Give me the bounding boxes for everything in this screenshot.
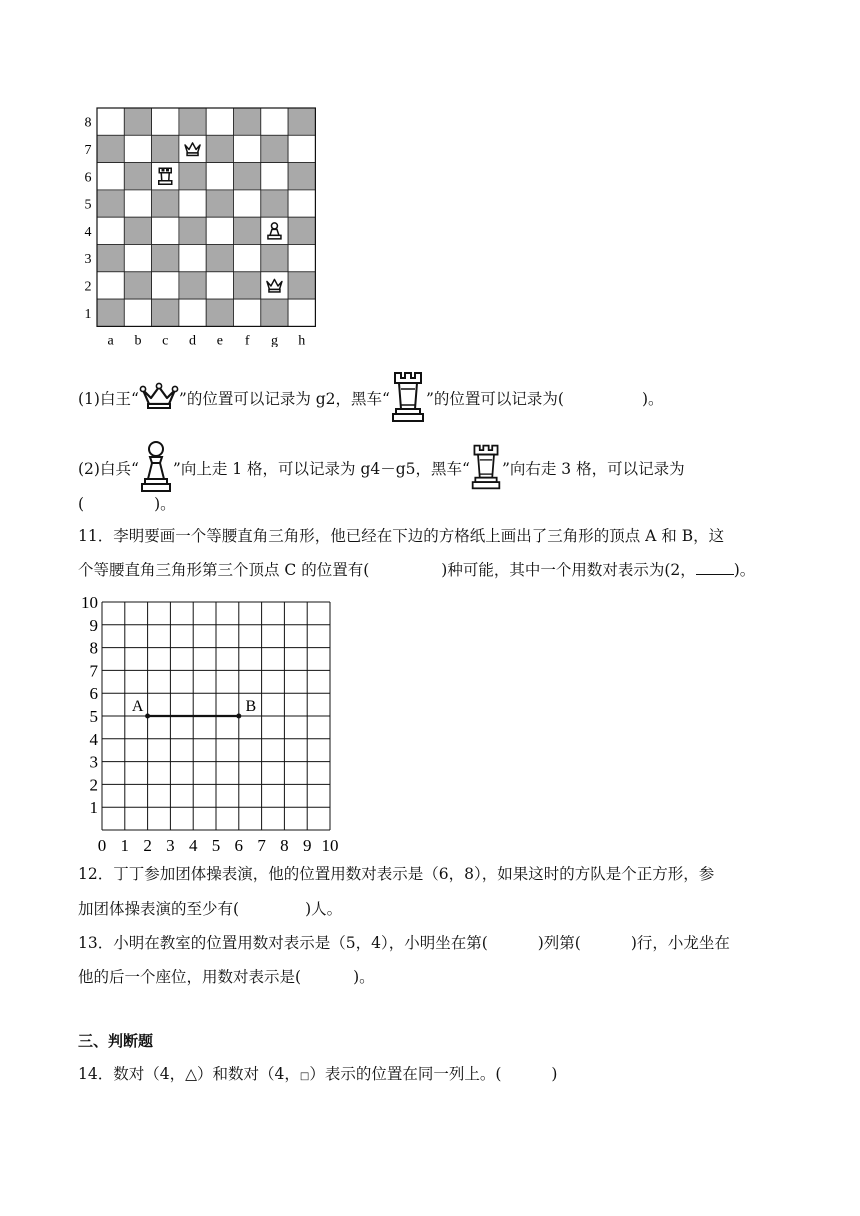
board-square	[124, 245, 151, 272]
rank-label: 5	[84, 197, 92, 213]
q11-line2-b: )种可能，其中一个用数对表示为(2，	[441, 561, 696, 579]
board-square	[124, 190, 151, 217]
x-tick-label: 0	[97, 836, 107, 852]
board-square	[124, 108, 151, 135]
board-square	[152, 135, 179, 162]
rank-label: 1	[84, 306, 92, 322]
board-square	[206, 135, 233, 162]
board-square	[97, 135, 124, 162]
board-square	[124, 163, 151, 190]
board-square	[206, 299, 233, 326]
q13-line1	[78, 932, 730, 954]
y-tick-label: 3	[89, 752, 98, 772]
board-square	[206, 163, 233, 190]
y-tick-label: 10	[81, 593, 98, 612]
q11-line2-c: )。	[733, 561, 756, 579]
q12-line1: 12．丁丁参加团体操表演，他的位置用数对表示是（6，8），如果这时的方队是个正方形，参	[78, 865, 715, 883]
file-label: f	[244, 333, 250, 347]
y-tick-label: 2	[89, 775, 98, 795]
board-square	[288, 163, 315, 190]
x-tick-label: 7	[257, 836, 266, 852]
black-rook-icon	[470, 441, 502, 499]
q10-part2-line2	[78, 493, 176, 515]
q10-part2-suffix: ”向右走 3 格，可以记录为	[501, 460, 685, 478]
q12-line2	[78, 898, 342, 920]
board-square	[288, 245, 315, 272]
board-square	[152, 272, 179, 299]
board-square	[261, 245, 288, 272]
y-tick-label: 7	[89, 661, 98, 681]
board-square	[179, 190, 206, 217]
board-square	[234, 108, 261, 135]
board-square	[152, 217, 179, 244]
x-tick-label: 8	[280, 836, 289, 852]
file-label: g	[270, 333, 278, 347]
board-square	[124, 217, 151, 244]
q10-part2-prefix: (2)白兵“	[78, 460, 139, 478]
board-square	[179, 272, 206, 299]
board-square	[179, 217, 206, 244]
board-square	[97, 108, 124, 135]
file-label: a	[107, 333, 114, 347]
board-square	[97, 245, 124, 272]
board-square	[288, 299, 315, 326]
board-square	[261, 190, 288, 217]
board-square	[288, 108, 315, 135]
answer-blank-underline[interactable]	[696, 560, 734, 575]
section-title: 三、判断题	[78, 1032, 154, 1050]
x-tick-label: 1	[120, 836, 130, 852]
board-square	[152, 299, 179, 326]
board-square	[206, 272, 233, 299]
x-tick-label: 5	[211, 836, 221, 852]
board-square	[179, 163, 206, 190]
q12-line2-b: )人。	[305, 900, 343, 918]
q10-part1-suffix: ”的位置可以记录为(	[425, 390, 564, 408]
q14-text-c: )	[551, 1065, 558, 1083]
q13-line2-b: )。	[353, 968, 375, 986]
x-tick-label: 6	[234, 836, 244, 852]
board-square	[124, 135, 151, 162]
board-square	[261, 299, 288, 326]
rank-label: 7	[84, 142, 92, 158]
board-square	[179, 299, 206, 326]
q11-line2	[78, 559, 755, 581]
q13-line1-a: 13．小明在教室的位置用数对表示是（5，4），小明坐在第(	[78, 934, 488, 952]
point-a-label: A	[131, 698, 144, 715]
board-square	[206, 190, 233, 217]
white-pawn-icon	[139, 439, 173, 501]
rank-label: 6	[84, 170, 92, 186]
x-tick-label: 10	[321, 836, 339, 852]
board-square	[152, 108, 179, 135]
q10-part2-end: )。	[154, 495, 176, 513]
q11-line1: 11．李明要画一个等腰直角三角形，他已经在下边的方格纸上画出了三角形的顶点 A 和 B，这	[78, 527, 725, 545]
rank-label: 4	[84, 224, 92, 240]
y-tick-label: 8	[89, 638, 98, 658]
board-square	[97, 163, 124, 190]
square-symbol: □	[299, 1071, 310, 1082]
board-square	[234, 190, 261, 217]
board-square	[261, 108, 288, 135]
rank-label: 8	[84, 115, 92, 131]
coordinate-grid	[78, 592, 358, 852]
board-square	[97, 272, 124, 299]
rank-label: 2	[84, 279, 92, 295]
q13-line2-a: 他的后一个座位，用数对表示是(	[78, 968, 302, 986]
board-square	[234, 135, 261, 162]
y-tick-label: 4	[89, 729, 98, 749]
board-square	[288, 272, 315, 299]
board-square	[288, 217, 315, 244]
q10-part1-mid: ”的位置可以记录为 g2，黑车“	[178, 390, 390, 408]
board-square	[124, 272, 151, 299]
q14-text-a: 14．数对（4，△）和数对（4，	[78, 1065, 300, 1083]
file-label: b	[134, 333, 142, 347]
board-square	[124, 299, 151, 326]
q14-text-b: ）表示的位置在同一列上。(	[309, 1065, 502, 1083]
q10-part2-open: (	[78, 495, 85, 513]
board-square	[234, 272, 261, 299]
q13-line1-c: )行，小龙坐在	[630, 934, 730, 952]
q10-part2	[78, 439, 685, 501]
board-square	[97, 190, 124, 217]
board-square	[288, 190, 315, 217]
board-square	[97, 217, 124, 244]
q13-line2	[78, 966, 375, 988]
point-b-label: B	[245, 698, 257, 715]
board-square	[206, 245, 233, 272]
board-square	[97, 299, 124, 326]
y-tick-label: 9	[89, 615, 98, 635]
board-square	[261, 163, 288, 190]
board-square	[179, 108, 206, 135]
point-a	[145, 714, 150, 719]
board-square	[206, 217, 233, 244]
q10-part1-end: )。	[641, 390, 664, 408]
file-label: h	[298, 333, 306, 347]
file-label: c	[162, 333, 169, 347]
board-square	[152, 190, 179, 217]
q10-part1-prefix: (1)白王“	[78, 390, 139, 408]
board-square	[234, 217, 261, 244]
board-square	[261, 135, 288, 162]
point-b	[236, 714, 241, 719]
board-square	[288, 135, 315, 162]
black-rook-icon	[390, 369, 426, 431]
q13-line1-b: )列第(	[537, 934, 581, 952]
y-tick-label: 1	[89, 798, 98, 818]
x-tick-label: 4	[188, 836, 198, 852]
x-tick-label: 3	[166, 836, 175, 852]
board-square	[179, 245, 206, 272]
board-square	[234, 245, 261, 272]
y-tick-label: 5	[89, 707, 98, 726]
file-label: e	[216, 333, 223, 347]
white-king-icon	[139, 382, 179, 418]
board-square	[234, 163, 261, 190]
file-label: d	[189, 333, 197, 347]
board-square	[152, 245, 179, 272]
board-square	[234, 299, 261, 326]
y-tick-label: 6	[89, 684, 98, 704]
x-tick-label: 2	[143, 836, 152, 852]
board-square	[206, 108, 233, 135]
x-tick-label: 9	[302, 836, 312, 852]
chessboard	[78, 102, 328, 347]
q14	[78, 1063, 557, 1088]
q10-part2-mid: ”向上走 1 格，可以记录为 g4－g5，黑车“	[172, 460, 470, 478]
q12-line2-a: 加团体操表演的至少有(	[78, 900, 240, 918]
q11-line2-a: 个等腰直角三角形第三个顶点 C 的位置有(	[78, 561, 370, 579]
rank-label: 3	[84, 252, 92, 268]
q10-part1	[78, 369, 664, 431]
